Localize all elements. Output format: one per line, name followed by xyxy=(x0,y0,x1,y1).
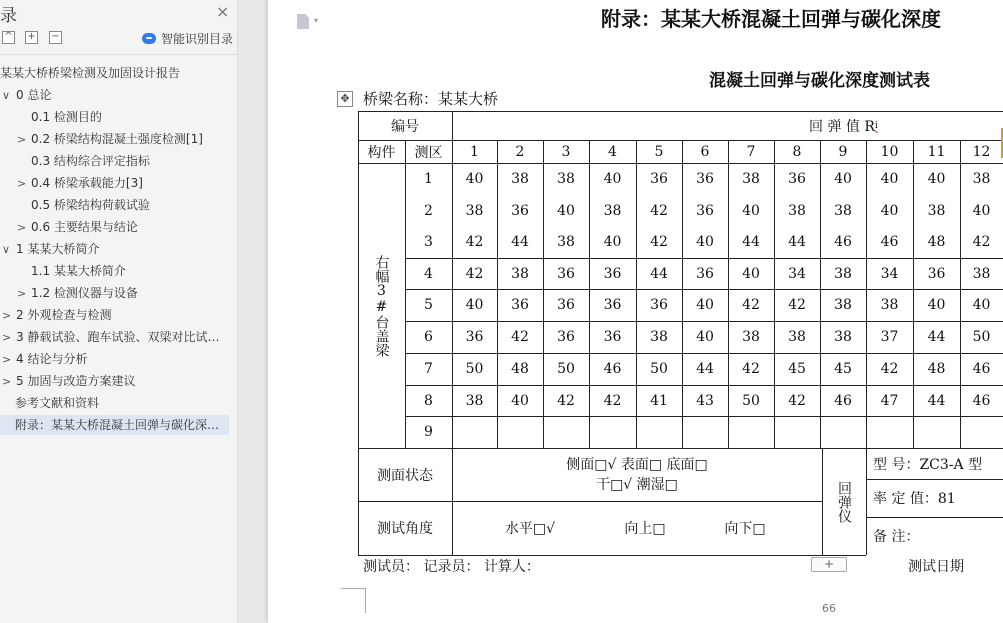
table-footer: 测试员： 记录员： 计算人： xyxy=(363,559,540,575)
table-cell: 38 xyxy=(742,171,760,187)
table-cell: 36 xyxy=(650,171,668,187)
toc-item[interactable] xyxy=(17,283,138,303)
toc-item-label: 1.1 某某大桥简介 xyxy=(31,264,126,278)
toc-item[interactable] xyxy=(2,85,51,105)
toc-item[interactable] xyxy=(31,107,102,127)
toc-item-label: 5 加固与改造方案建议 xyxy=(16,374,136,388)
nav-divider xyxy=(0,54,238,55)
add-row-button[interactable]: + xyxy=(811,557,847,572)
table-cell: 36 xyxy=(927,265,946,282)
chevron-icon[interactable]: > xyxy=(17,221,27,234)
angle-horizontal: 水平□√ xyxy=(504,520,556,537)
toc-item[interactable] xyxy=(0,63,180,83)
table-cell xyxy=(452,416,497,448)
header-rebound xyxy=(452,111,1003,140)
surface-options: 侧面□√ 表面□ 底面□ xyxy=(566,457,708,473)
close-icon[interactable]: × xyxy=(216,2,230,21)
table-cell: 38 xyxy=(927,202,946,219)
table-cell: 40 xyxy=(972,202,991,219)
table-cell: 38 xyxy=(465,202,484,219)
toc-item[interactable] xyxy=(2,371,135,391)
page-number: 66 xyxy=(822,602,836,615)
angle-label: 测试角度 xyxy=(377,521,433,537)
bridge-name: 桥梁名称：某某大桥 xyxy=(363,90,499,108)
table-cell: 36 xyxy=(511,202,529,219)
table-cell: 50 xyxy=(972,329,991,345)
smart-toc-button[interactable] xyxy=(142,30,233,47)
table-cell: 40 xyxy=(742,202,760,219)
table-cell: 50 xyxy=(650,361,668,377)
table-cell: 36 xyxy=(603,329,622,345)
table-cell: 44 xyxy=(788,234,806,250)
member-name: 右幅3#台盖梁 xyxy=(373,254,390,357)
toc-item-label: 0.4 桥梁承载能力[3] xyxy=(31,176,143,190)
table-cell: 36 xyxy=(511,297,529,313)
table-cell xyxy=(913,416,960,448)
toc-item-label: 参考文献和资料 xyxy=(15,396,100,410)
toc-item-label: 0.3 结构综合评定指标 xyxy=(31,154,150,168)
column-number: 9 xyxy=(838,143,848,160)
smart-toc-label: 智能识别目录 xyxy=(161,32,234,46)
table-cell: 41 xyxy=(650,392,668,409)
expand-icon[interactable]: + xyxy=(25,31,38,44)
zone-number: 2 xyxy=(424,202,433,219)
toc-item-label: 0 总论 xyxy=(16,88,52,102)
chevron-down-icon[interactable]: ▾ xyxy=(314,16,319,25)
table-cell: 44 xyxy=(927,329,946,345)
table-cell: 38 xyxy=(834,329,852,345)
instrument-label: 回弹仪 xyxy=(836,480,852,523)
column-number: 1 xyxy=(470,143,479,160)
toc-item-label: 4 结论与分析 xyxy=(16,352,88,366)
collapse-icon[interactable]: ^ xyxy=(2,31,15,44)
table-cell: 37 xyxy=(880,329,899,345)
angle-up: 向上□ xyxy=(624,520,666,537)
toc-item[interactable] xyxy=(31,195,150,215)
chevron-icon[interactable]: ∨ xyxy=(2,243,11,256)
table-cell: 38 xyxy=(603,202,622,219)
table-cell: 38 xyxy=(742,329,760,345)
chevron-icon[interactable]: > xyxy=(2,331,12,344)
column-number: 7 xyxy=(746,143,756,160)
toc-item-label: 0.1 检测目的 xyxy=(31,110,102,124)
column-number: 12 xyxy=(972,143,991,160)
toc-item-label: 1.2 检测仪器与设备 xyxy=(31,286,138,300)
toc-item-label: 0.5 桥梁结构荷载试验 xyxy=(31,198,150,212)
table-cell: 36 xyxy=(696,171,714,187)
crop-mark xyxy=(341,588,366,613)
table-cell: 44 xyxy=(511,234,529,250)
table-cell: 42 xyxy=(788,297,806,313)
table-cell xyxy=(820,416,866,448)
table-cell: 42 xyxy=(465,234,484,250)
table-cell: 42 xyxy=(650,202,668,219)
document-page xyxy=(268,0,1003,623)
header-rebound-text: 回 弹 值 R xyxy=(809,118,875,135)
zone-number: 4 xyxy=(424,265,433,282)
test-date-label: 测试日期 xyxy=(908,559,964,575)
table-cell: 42 xyxy=(972,234,991,250)
table-cell: 45 xyxy=(834,361,852,377)
table-cell: 42 xyxy=(742,361,760,377)
surface-label: 测面状态 xyxy=(377,467,433,484)
table-cell: 36 xyxy=(603,297,622,313)
table-cell: 40 xyxy=(465,297,484,313)
table-cell: 42 xyxy=(742,297,760,313)
chevron-icon[interactable]: > xyxy=(17,287,27,300)
toc-item[interactable] xyxy=(31,261,126,281)
table-cell: 40 xyxy=(696,297,714,313)
table-cell: 40 xyxy=(465,171,484,187)
rebound-table[interactable] xyxy=(358,111,1003,555)
zone-number: 7 xyxy=(424,361,433,377)
zone-number: 8 xyxy=(424,392,433,409)
toc-item-label: 某某大桥桥梁检测及加固设计报告 xyxy=(0,66,181,80)
page-icon[interactable] xyxy=(297,14,309,29)
toc-item[interactable] xyxy=(17,217,138,237)
table-cell: 36 xyxy=(557,265,575,282)
table-cell: 48 xyxy=(927,234,946,250)
table-cell: 47 xyxy=(880,392,899,409)
toc-item[interactable] xyxy=(2,305,111,325)
table-cell xyxy=(774,416,820,448)
table-cell: 48 xyxy=(927,361,946,377)
table-cell: 44 xyxy=(696,361,714,377)
table-cell: 38 xyxy=(880,297,899,313)
table-cell: 38 xyxy=(788,202,806,219)
zone-number: 5 xyxy=(424,297,433,313)
table-cell: 50 xyxy=(465,361,484,377)
chevron-icon[interactable]: > xyxy=(2,353,12,366)
chevron-icon[interactable]: > xyxy=(2,375,12,388)
table-cell: 48 xyxy=(511,361,529,377)
table-cell: 38 xyxy=(834,265,852,282)
table-cell xyxy=(728,416,774,448)
table-cell: 38 xyxy=(511,171,529,187)
table-cell: 38 xyxy=(511,265,529,282)
table-cell xyxy=(636,416,682,448)
table-cell: 38 xyxy=(834,202,852,219)
header-rebound-subscript: i xyxy=(874,120,878,131)
chevron-icon[interactable]: > xyxy=(2,309,12,322)
grid-line xyxy=(822,555,866,556)
chevron-icon[interactable]: > xyxy=(17,133,27,146)
column-number: 10 xyxy=(880,143,899,160)
table-cell: 34 xyxy=(788,265,806,282)
table-cell: 36 xyxy=(465,329,484,345)
table-cell: 45 xyxy=(788,361,806,377)
table-cell: 38 xyxy=(557,171,575,187)
column-number: 3 xyxy=(561,143,571,160)
table-cell: 40 xyxy=(927,171,946,187)
table-cell: 40 xyxy=(557,202,575,219)
table-cell: 40 xyxy=(880,202,899,219)
table-cell: 44 xyxy=(742,234,760,250)
table-cell: 36 xyxy=(557,329,575,345)
table-cell xyxy=(866,416,913,448)
table-cell: 44 xyxy=(927,392,946,409)
table-cell: 42 xyxy=(465,265,484,282)
nav-title: 录 xyxy=(0,6,17,26)
table-cell: 34 xyxy=(880,265,899,282)
angle-down: 向下□ xyxy=(724,520,766,537)
table-cell: 36 xyxy=(603,265,622,282)
move-handle-icon[interactable]: ✥ xyxy=(337,91,353,107)
chevron-icon[interactable]: ∨ xyxy=(2,89,11,102)
table-cell: 38 xyxy=(788,329,806,345)
toc-item[interactable] xyxy=(17,129,203,149)
table-cell: 36 xyxy=(696,202,714,219)
table-cell: 42 xyxy=(880,361,899,377)
zone-number: 6 xyxy=(424,329,433,345)
table-cell: 40 xyxy=(972,297,991,313)
toc-item-label: 1 某某大桥简介 xyxy=(16,242,100,256)
table-cell: 36 xyxy=(696,265,714,282)
table-cell: 36 xyxy=(788,171,806,187)
toc-item-label: 附录：某某大桥混凝土回弹与碳化深… xyxy=(15,418,220,432)
table-title: 混凝土回弹与碳化深度测试表 xyxy=(709,71,930,91)
column-number: 4 xyxy=(608,143,617,160)
instrument-model: 型 号：ZC3-A 型 xyxy=(873,456,983,473)
instrument-remark: 备 注： xyxy=(873,529,920,545)
column-number: 2 xyxy=(515,143,525,160)
toc-item-label: 0.6 主要结果与结论 xyxy=(31,220,138,234)
table-cell xyxy=(682,416,728,448)
table-cell: 43 xyxy=(696,392,714,409)
column-number: 8 xyxy=(792,143,802,160)
toc-item[interactable] xyxy=(2,327,219,347)
toc-item[interactable] xyxy=(17,173,143,193)
column-number: 5 xyxy=(654,143,664,160)
table-cell: 46 xyxy=(972,392,991,409)
zone-number: 9 xyxy=(424,424,433,440)
table-cell: 42 xyxy=(603,392,622,409)
table-cell: 42 xyxy=(650,234,668,250)
toc-item-label: 2 外观检查与检测 xyxy=(16,308,112,322)
table-cell xyxy=(543,416,589,448)
toc-item[interactable] xyxy=(2,349,87,369)
navigation-pane xyxy=(0,0,238,623)
toc-item[interactable] xyxy=(31,151,150,171)
table-cell: 46 xyxy=(834,234,852,250)
table-cell: 40 xyxy=(742,265,760,282)
table-cell: 40 xyxy=(880,171,899,187)
table-cell: 38 xyxy=(650,329,668,345)
header-code: 编号 xyxy=(391,118,419,135)
table-cell: 42 xyxy=(788,392,806,409)
table-cell: 44 xyxy=(650,265,668,282)
table-cell: 38 xyxy=(972,171,991,187)
table-cell xyxy=(960,416,1003,448)
toc-item[interactable] xyxy=(2,239,99,259)
table-cell: 46 xyxy=(834,392,852,409)
toc-item-label: 0.2 桥梁结构混凝土强度检测[1] xyxy=(31,132,203,146)
table-cell: 40 xyxy=(834,171,852,187)
table-cell: 40 xyxy=(927,297,946,313)
table-cell: 38 xyxy=(834,297,852,313)
ai-icon xyxy=(142,33,156,44)
column-number: 6 xyxy=(700,143,710,160)
table-cell: 40 xyxy=(696,234,714,250)
table-cell: 40 xyxy=(511,392,529,409)
table-cell: 40 xyxy=(696,329,714,345)
table-cell: 38 xyxy=(557,234,575,250)
table-cell: 42 xyxy=(511,329,529,345)
table-cell xyxy=(589,416,636,448)
column-number: 11 xyxy=(927,143,946,160)
table-cell: 38 xyxy=(465,392,484,409)
table-cell: 36 xyxy=(650,297,668,313)
table-cell: 36 xyxy=(557,297,575,313)
table-cell: 40 xyxy=(603,234,622,250)
table-cell: 46 xyxy=(603,361,622,377)
zone-number: 3 xyxy=(424,234,433,250)
instrument-rate: 率 定 值：81 xyxy=(873,491,956,507)
toc-item[interactable] xyxy=(0,415,229,435)
surface-options: 干□√ 潮湿□ xyxy=(596,476,678,493)
header-zone: 测区 xyxy=(414,144,443,161)
table-cell: 50 xyxy=(557,361,575,377)
toc-item-label: 3 静载试验、跑车试验、双梁对比试… xyxy=(16,330,220,344)
table-cell: 46 xyxy=(972,361,991,377)
table-cell: 46 xyxy=(880,234,899,250)
zone-number: 1 xyxy=(424,171,433,187)
header-member: 构件 xyxy=(367,144,396,161)
table-cell: 42 xyxy=(557,392,575,409)
table-cell: 38 xyxy=(972,265,991,282)
table-cell: 40 xyxy=(603,171,622,187)
appendix-heading: 附录：某某大桥混凝土回弹与碳化深度 xyxy=(601,7,941,31)
toc-item[interactable] xyxy=(15,393,99,413)
shrink-icon[interactable]: − xyxy=(49,31,62,44)
table-cell xyxy=(497,416,543,448)
chevron-icon[interactable]: > xyxy=(17,177,27,190)
table-cell: 50 xyxy=(742,392,760,409)
